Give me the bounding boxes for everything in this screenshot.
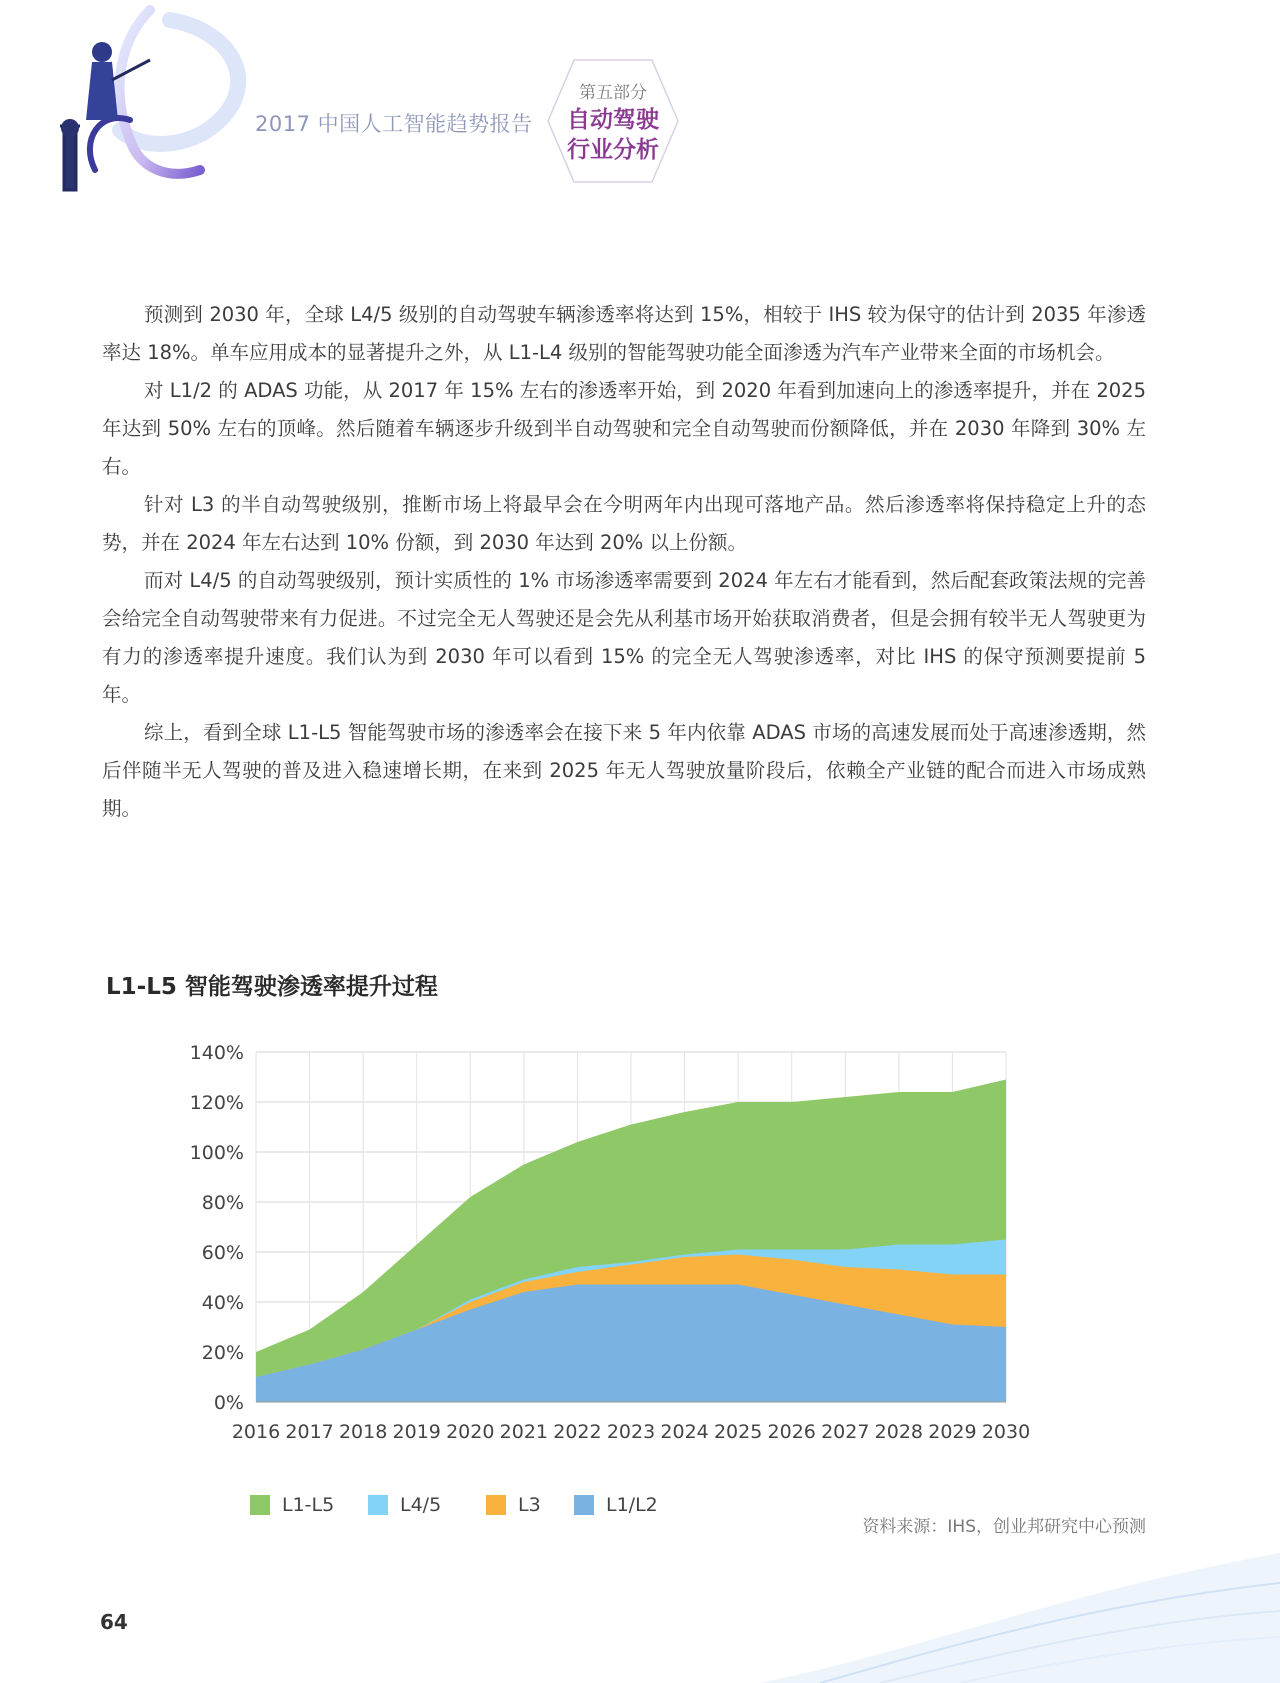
chart-source: 资料来源：IHS，创业邦研究中心预测 xyxy=(862,1517,1146,1537)
x-tick-label: 2029 xyxy=(928,1421,977,1443)
paragraph: 针对 L3 的半自动驾驶级别，推断市场上将最早会在今明两年内出现可落地产品。然后渗透率将保持稳定上升的态势，并在 2024 年左右达到 10% 份额，到 2030 年达到 20% 以上份额。 xyxy=(102,493,1146,554)
section-badge xyxy=(538,50,688,192)
body-text xyxy=(102,296,1146,828)
y-tick-label: 40% xyxy=(201,1292,244,1314)
report-title: 2017 中国人工智能趋势报告 xyxy=(255,112,533,136)
y-tick-label: 0% xyxy=(213,1392,244,1414)
x-tick-label: 2024 xyxy=(660,1421,709,1443)
chart-title: L1-L5 智能驾驶渗透率提升过程 xyxy=(106,974,438,1000)
x-tick-label: 2023 xyxy=(606,1421,656,1443)
x-tick-label: 2030 xyxy=(981,1421,1031,1443)
legend-swatch xyxy=(574,1495,594,1515)
badge-title-line2: 行业分析 xyxy=(567,137,659,163)
paragraph: 对 L1/2 的 ADAS 功能，从 2017 年 15% 左右的渗透率开始，到 2020 年看到加速向上的渗透率提升，并在 2025 年达到 50% 左右的顶峰。然后随着车辆逐步升级到半自动驾驶和完全自动驾驶而份额降低，并在 2030 年降到 30% 左右。 xyxy=(102,379,1146,478)
legend-label: L4/5 xyxy=(400,1494,442,1516)
x-tick-label: 2017 xyxy=(285,1421,334,1443)
x-tick-label: 2025 xyxy=(713,1421,763,1443)
y-tick-label: 60% xyxy=(201,1242,244,1264)
x-tick-label: 2020 xyxy=(446,1421,495,1443)
y-tick-label: 80% xyxy=(201,1192,244,1214)
paragraph: 预测到 2030 年，全球 L4/5 级别的自动驾驶车辆渗透率将达到 15%，相较于 IHS 较为保守的估计到 2035 年渗透率达 18%。单车应用成本的显著提升之外，从 L1-L4 级别的智能驾驶功能全面渗透为汽车产业带来全面的市场机会。 xyxy=(102,303,1146,364)
x-tick-label: 2018 xyxy=(338,1421,388,1443)
legend-swatch xyxy=(368,1495,388,1515)
x-tick-label: 2016 xyxy=(231,1421,281,1443)
badge-title-line1: 自动驾驶 xyxy=(567,107,659,133)
legend-label: L1/L2 xyxy=(606,1494,658,1516)
y-tick-label: 20% xyxy=(201,1342,244,1364)
decorative-wave xyxy=(760,1533,1280,1683)
penetration-area-chart xyxy=(150,1035,1050,1455)
legend-swatch xyxy=(250,1495,270,1515)
page-number: 64 xyxy=(100,1610,128,1634)
paragraph: 综上，看到全球 L1-L5 智能驾驶市场的渗透率会在接下来 5 年内依靠 ADAS 市场的高速发展而处于高速渗透期，然后伴随半无人驾驶的普及进入稳速增长期，在来到 2025 年无人驾驶放量阶段后，依赖全产业链的配合而进入市场成熟期。 xyxy=(102,721,1146,820)
x-tick-label: 2026 xyxy=(767,1421,816,1443)
legend-label: L3 xyxy=(518,1494,541,1516)
x-tick-label: 2028 xyxy=(874,1421,924,1443)
y-tick-label: 120% xyxy=(189,1092,244,1114)
badge-section-number: 第五部分 xyxy=(579,83,647,103)
x-tick-label: 2022 xyxy=(553,1421,602,1443)
cover-illustration xyxy=(0,0,300,200)
legend-swatch xyxy=(486,1495,506,1515)
legend-label: L1-L5 xyxy=(282,1494,335,1516)
x-tick-label: 2019 xyxy=(392,1421,441,1443)
y-tick-label: 140% xyxy=(189,1042,244,1064)
y-tick-label: 100% xyxy=(189,1142,244,1164)
x-tick-label: 2021 xyxy=(499,1421,549,1443)
paragraph: 而对 L4/5 的自动驾驶级别，预计实质性的 1% 市场渗透率需要到 2024 年左右才能看到，然后配套政策法规的完善会给完全自动驾驶带来有力促进。不过完全无人驾驶还是会先从利基市场开始获取消费者，但是会拥有较半无人驾驶更为有力的渗透率提升速度。我们认为到 2030 年可以看到 15% 的完全无人驾驶渗透率，对比 IHS 的保守预测要提前 5 年。 xyxy=(102,569,1146,706)
x-tick-label: 2027 xyxy=(821,1421,870,1443)
